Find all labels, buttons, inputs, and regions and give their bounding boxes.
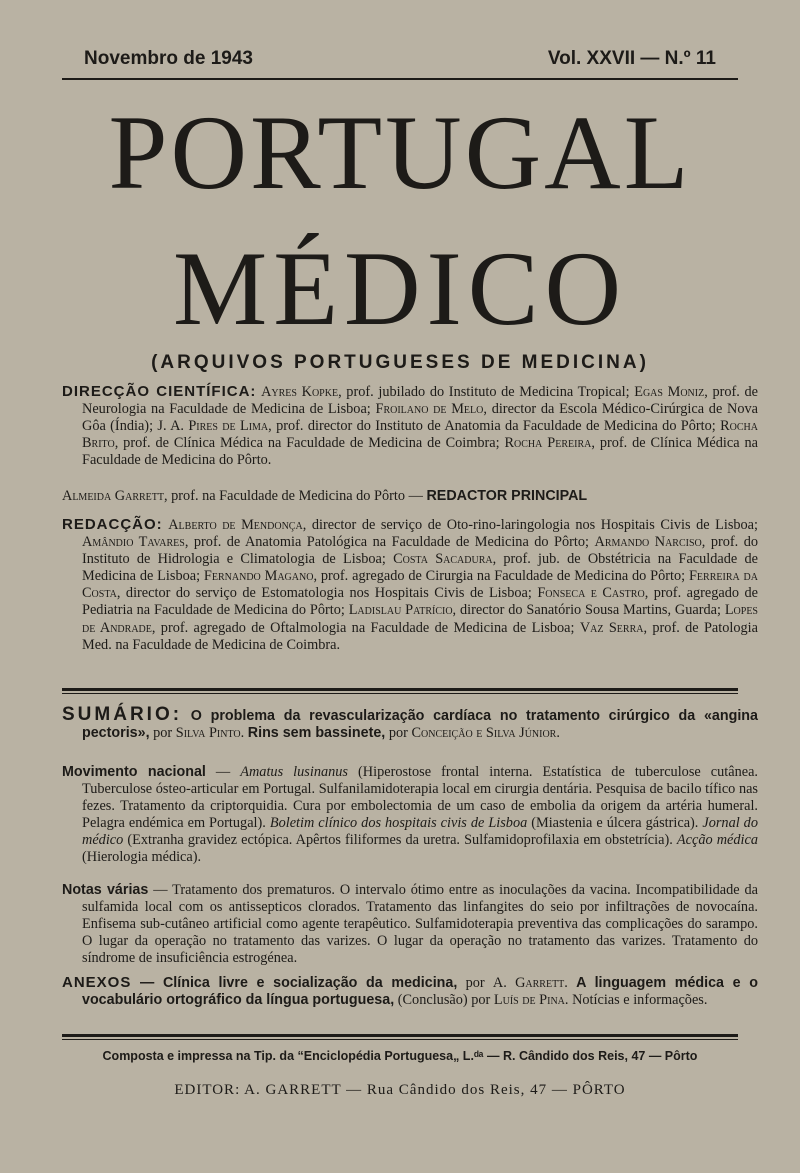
section-rule [62,688,738,691]
anexos-author: A. Garrett [492,975,565,991]
member-desc: , prof. jubilado do Instituto de Medicina Tropical; [338,384,635,400]
redaccao [62,516,758,654]
member-desc: , prof. agregado de Oftalmologia na Faculdade de Medicina de Lisboa; [151,619,580,636]
notas-varias [62,882,758,967]
anexos-punct: . [564,975,577,991]
anexos-end: . Notícias e informações. [564,992,708,1009]
issue-header [84,48,716,72]
sumario-author: Silva Pinto [175,725,241,742]
direccao-cientifica [62,383,758,469]
anexos-article-title: A linguagem médica e o vocabulário ortográfico da língua portuguesa, [82,975,758,1009]
member-name: Amândio Tavares [82,534,185,551]
redactor-desc: , prof. na Faculdade de Medicina do Pôrto — [164,488,427,504]
masthead-subtitle: (ARQUIVOS PORTUGUESES DE MEDICINA) [151,352,649,373]
member-name: Rocha Pereira [504,435,592,452]
sumario-article-title: O problema da revascularização cardíaca no tratamento cirúrgico da «angina pectoris», [82,708,758,742]
anexos-conclusao: (Conclusão) por [394,992,494,1009]
editor-line: EDITOR: A. GARRETT — Rua Cândido dos Reis, 47 — PÔRTO [174,1082,626,1098]
member-name: Lopes de Andrade [82,602,758,636]
redactor-name: Almeida Garrett [62,488,164,504]
redaccao-label: REDACÇÃO: [62,516,163,533]
member-name: Ferreira da Costa [82,568,759,602]
redactor-role: REDACTOR PRINCIPAL [426,488,588,504]
member-desc: , director de serviço de Oto-rino-laringologia nos Hospitais Civis de Lisboa; [302,517,759,533]
member-desc: , prof. de Clínica Médica na Faculdade de Medicina de Coimbra; [114,435,505,452]
member-name: Vaz Serra [579,619,644,636]
footer-rule [62,1039,738,1040]
anexos-by: por [457,975,493,991]
anexos [62,974,758,1009]
member-name: J. A. Pires de Lima [157,418,269,435]
member-desc: , prof. de Anatomia Patológica na Faculdade de Medicina do Pôrto; [184,534,595,551]
member-desc: , prof. de Neurologia na Faculdade de Medicina de Lisboa; [82,384,758,418]
sumario [62,706,758,742]
sumario-punct: . [556,725,560,742]
issue-volume: Vol. XXVII — N.º 11 [547,48,716,69]
anexos-author: Luís de Pina [493,992,565,1009]
member-name: Armando Narciso [594,534,702,551]
masthead-title-line2: MÉDICO [172,230,628,347]
sumario-by: por [385,725,412,742]
member-name: Costa Sacadura [393,551,493,568]
member-name: Alberto de Mendonça [168,517,303,533]
member-name: Egas Moniz [634,384,705,400]
member-desc: , director do Sanatório Sousa Martins, Guarda; [452,602,725,619]
direccao-label: DIRECÇÃO CIENTÍFICA: [62,383,257,400]
member-desc: , director do serviço de Estomatologia nos Hospitais Civis de Lisboa; [116,585,538,602]
member-desc: , prof. agregado de Pediatria na Faculdade de Medicina do Pôrto; [82,585,758,619]
member-desc: , prof. agregado de Cirurgia na Faculdade de Medicina do Pôrto; [313,568,689,585]
movimento-label: Movimento nacional [62,764,206,780]
member-desc: , prof. de Patologia Med. na Faculdade de Medicina de Coimbra. [82,619,758,653]
masthead-title-line1: PORTUGAL [108,94,692,211]
member-name: Ayres Kopke [261,384,339,400]
redactor-principal [62,488,738,505]
header-rule [62,78,738,80]
issue-date: Novembro de 1943 [84,48,253,69]
footer-rule [62,1034,738,1037]
journal-summary: (Extranha gravidez ectópica. Apêrtos filiformes da uretra. Sulfamidoprofilaxia em obstetrícia). [123,832,677,849]
printer-line: Composta e impressa na Tip. da “Enciclopédia Portuguesa„ L.ᵈᵃ — R. Cândido dos Reis, 47 — Pôrto [102,1049,698,1063]
member-desc: , prof. do Instituto de Hidrologia e Climatologia de Lisboa; [82,534,758,568]
journal-summary: (Miastenia e úlcera gástrica). [527,815,703,832]
sumario-author: Conceição e Silva Júnior [411,725,557,742]
sumario-by: por [149,725,176,742]
journal-summary: (Hiperostose frontal interna. Estatística de tuberculose cutânea. Tuberculose ósteo-articular em Portugal. Sulfanilamidoterapia local em cirurgia dentária. Pesquisa de bacilo tífico nas fezes. Tratamento da criptorquidia. Cura por embolectomia de um caso de embolia da origem da artéria humeral. Pelagra endémica em Portugal). [82,764,758,832]
movimento-nacional [62,764,758,867]
sumario-punct: . [240,725,248,742]
member-name: Rocha Brito [82,418,758,452]
journal-title: Boletim clínico dos hospitais civis de Lisboa [269,815,528,832]
member-name: Fernando Magano [203,568,314,585]
member-desc: , prof. director do Instituto de Anatomia da Faculdade de Medicina do Pôrto; [268,418,721,435]
member-name: Fonseca e Castro [537,585,645,602]
member-desc: , prof. jub. de Obstétricia na Faculdade de Medicina de Lisboa; [82,551,758,585]
journal-title: Acção médica [676,832,758,849]
member-desc: , prof. de Clínica Médica na Faculdade de Medicina do Pôrto. [82,435,758,469]
sumario-label: SUMÁRIO: [62,704,183,725]
sumario-article-title: Rins sem bassinete, [247,725,386,742]
anexos-label: ANEXOS [62,974,132,991]
member-name: Froilano de Melo [375,401,484,418]
journal-title: Amatus lusinanus [240,764,348,780]
journal-summary: (Hierologia médica). [82,849,202,866]
journal-title: Jornal do médico [82,815,758,849]
member-name: Ladislau Patrício [348,602,453,619]
movimento-dash: — [205,764,241,780]
section-rule [62,693,738,694]
notas-text: — Tratamento dos prematuros. O intervalo ótimo entre as inoculações da vacina. Incompatibilidade da sulfamida local com os antissepticos clorados. Tratamento das linfangites do seio por infiltrações de novocaína. Enfisema sub-cutâneo artificial como agente terapêutico. Sulfamidoterapia preventiva das complicações do sarampo. O lugar da operação no tratamento das varizes. O lugar da operação no tratamento das varizes. Tratamento do síndrome de insuficiência estrogénea. [82,882,758,967]
notas-label: Notas várias [62,882,149,898]
anexos-article-title: — Clínica livre e socialização da medicina, [131,975,458,991]
member-desc: , director da Escola Médico-Cirúrgica de Nova Gôa (Índia); [82,401,758,435]
